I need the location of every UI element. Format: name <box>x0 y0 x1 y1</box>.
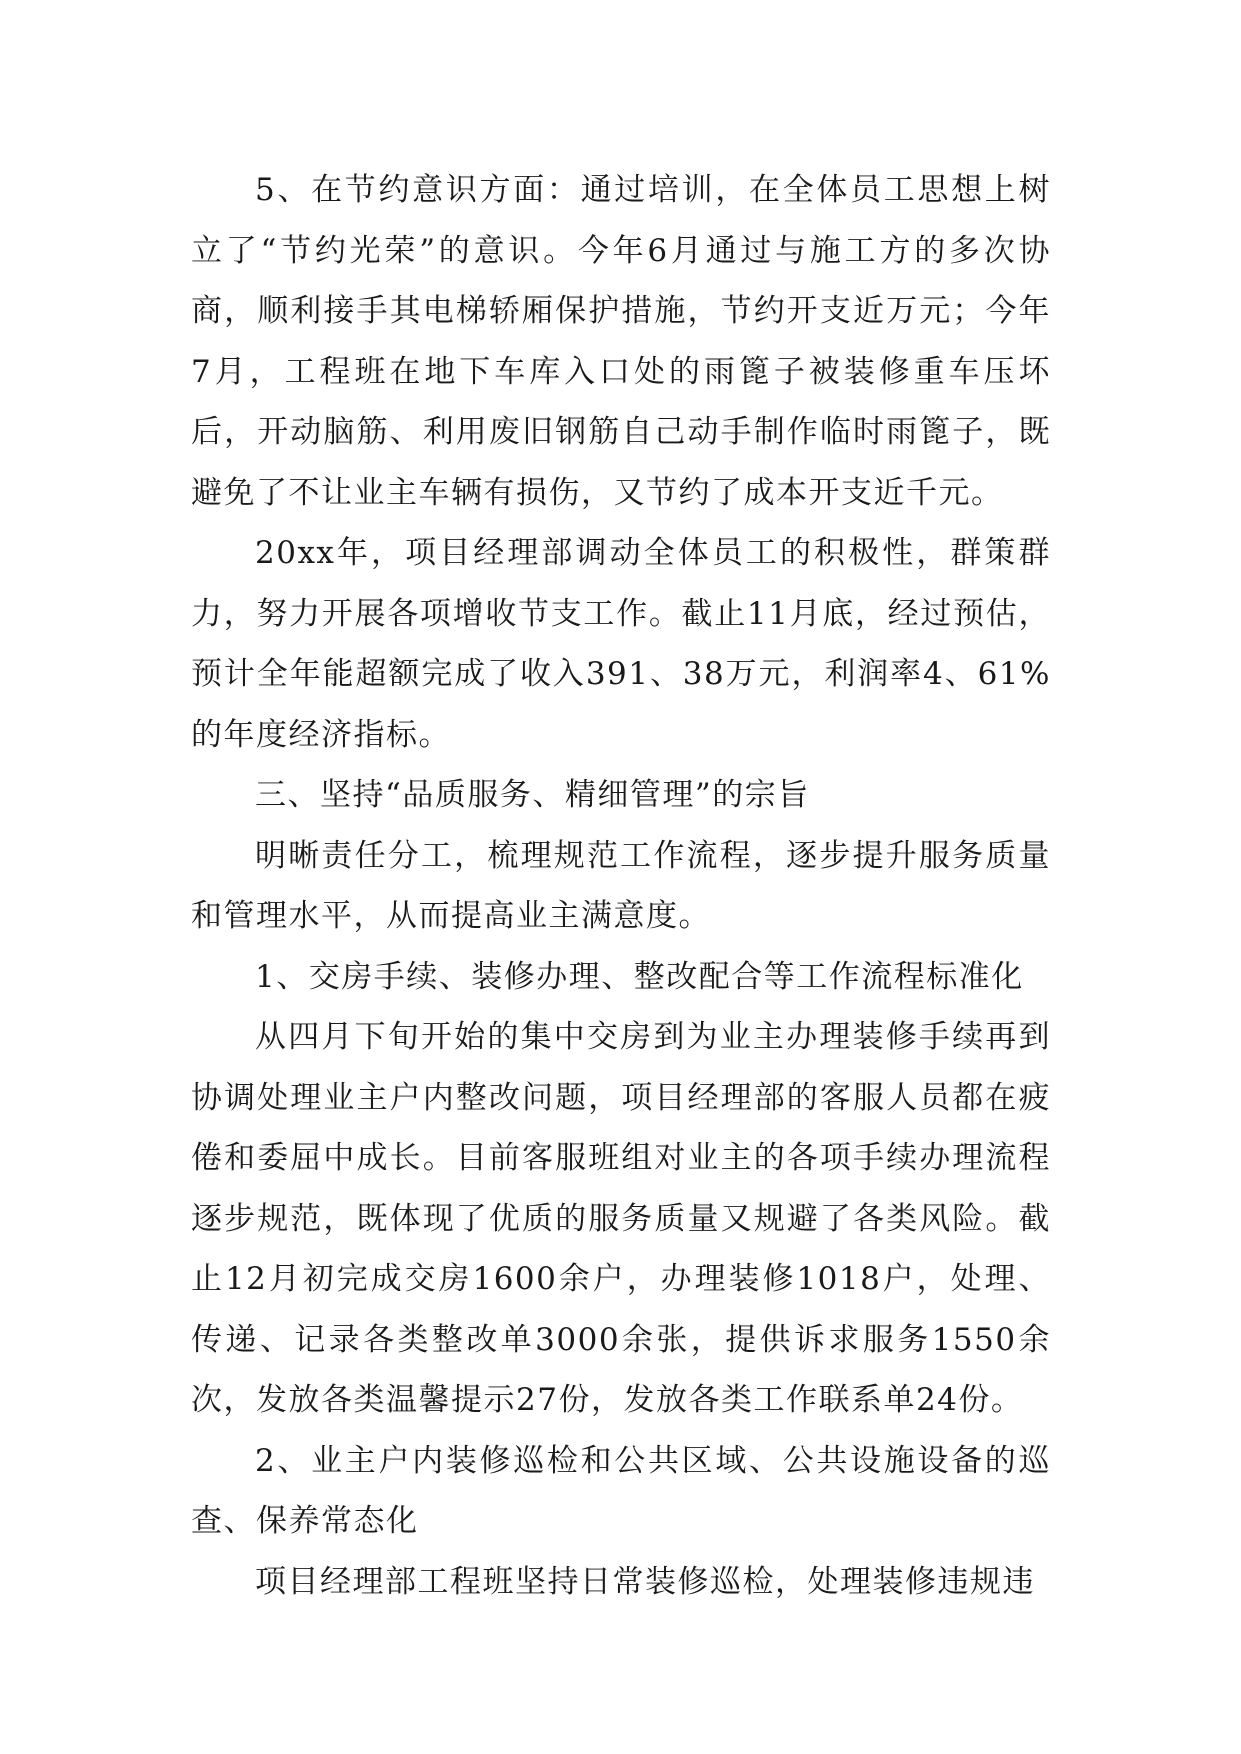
paragraph-engineering-inspection: 项目经理部工程班坚持日常装修巡检，处理装修违规违 <box>255 1563 1035 1600</box>
paragraph-responsibility: 明晰责任分工，梳理规范工作流程，逐步提升服务质量和管理水平，从而提高业主满意度。 <box>191 837 1051 934</box>
document-body <box>191 160 1051 1612</box>
section-heading-quality-service: 三、坚持“品质服务、精细管理”的宗旨 <box>255 777 810 813</box>
paragraph-energy-saving: 5、在节约意识方面：通过培训，在全体员工思想上树立了“节约光荣”的意识。今年6月通过与施工方的多次协商，顺利接手其电梯轿厢保护措施，节约开支近万元；今年7月，工程班在地下车库入口处的雨篦子被装修重车压坏后，开动脑筋、利用废旧钢筋自己动手制作临时雨篦子，既避免了不让业主车辆有损伤，又节约了成本开支近千元。 <box>191 172 1051 511</box>
subheading-process-standardization: 1、交房手续、装修办理、整改配合等工作流程标准化 <box>255 958 1024 995</box>
subheading-inspection: 2、业主户内装修巡检和公共区域、公共设施设备的巡查、保养常态化 <box>191 1442 1051 1539</box>
paragraph-annual-results: 20xx年，项目经理部调动全体员工的积极性，群策群力，努力开展各项增收节支工作。截止11月底，经过预估，预计全年能超额完成了收入391、38万元，利润率4、61%的年度经济指标。 <box>191 535 1051 753</box>
paragraph-customer-service: 从四月下旬开始的集中交房到为业主办理装修手续再到协调处理业主户内整改问题，项目经理部的客服人员都在疲倦和委屈中成长。目前客服班组对业主的各项手续办理流程逐步规范，既体现了优质的服务质量又规避了各类风险。截止12月初完成交房1600余户，办理装修1018户，处理、传递、记录各类整改单3000余张，提供诉求服务1550余次，发放各类温馨提示27份，发放各类工作联系单24份。 <box>191 1019 1051 1418</box>
